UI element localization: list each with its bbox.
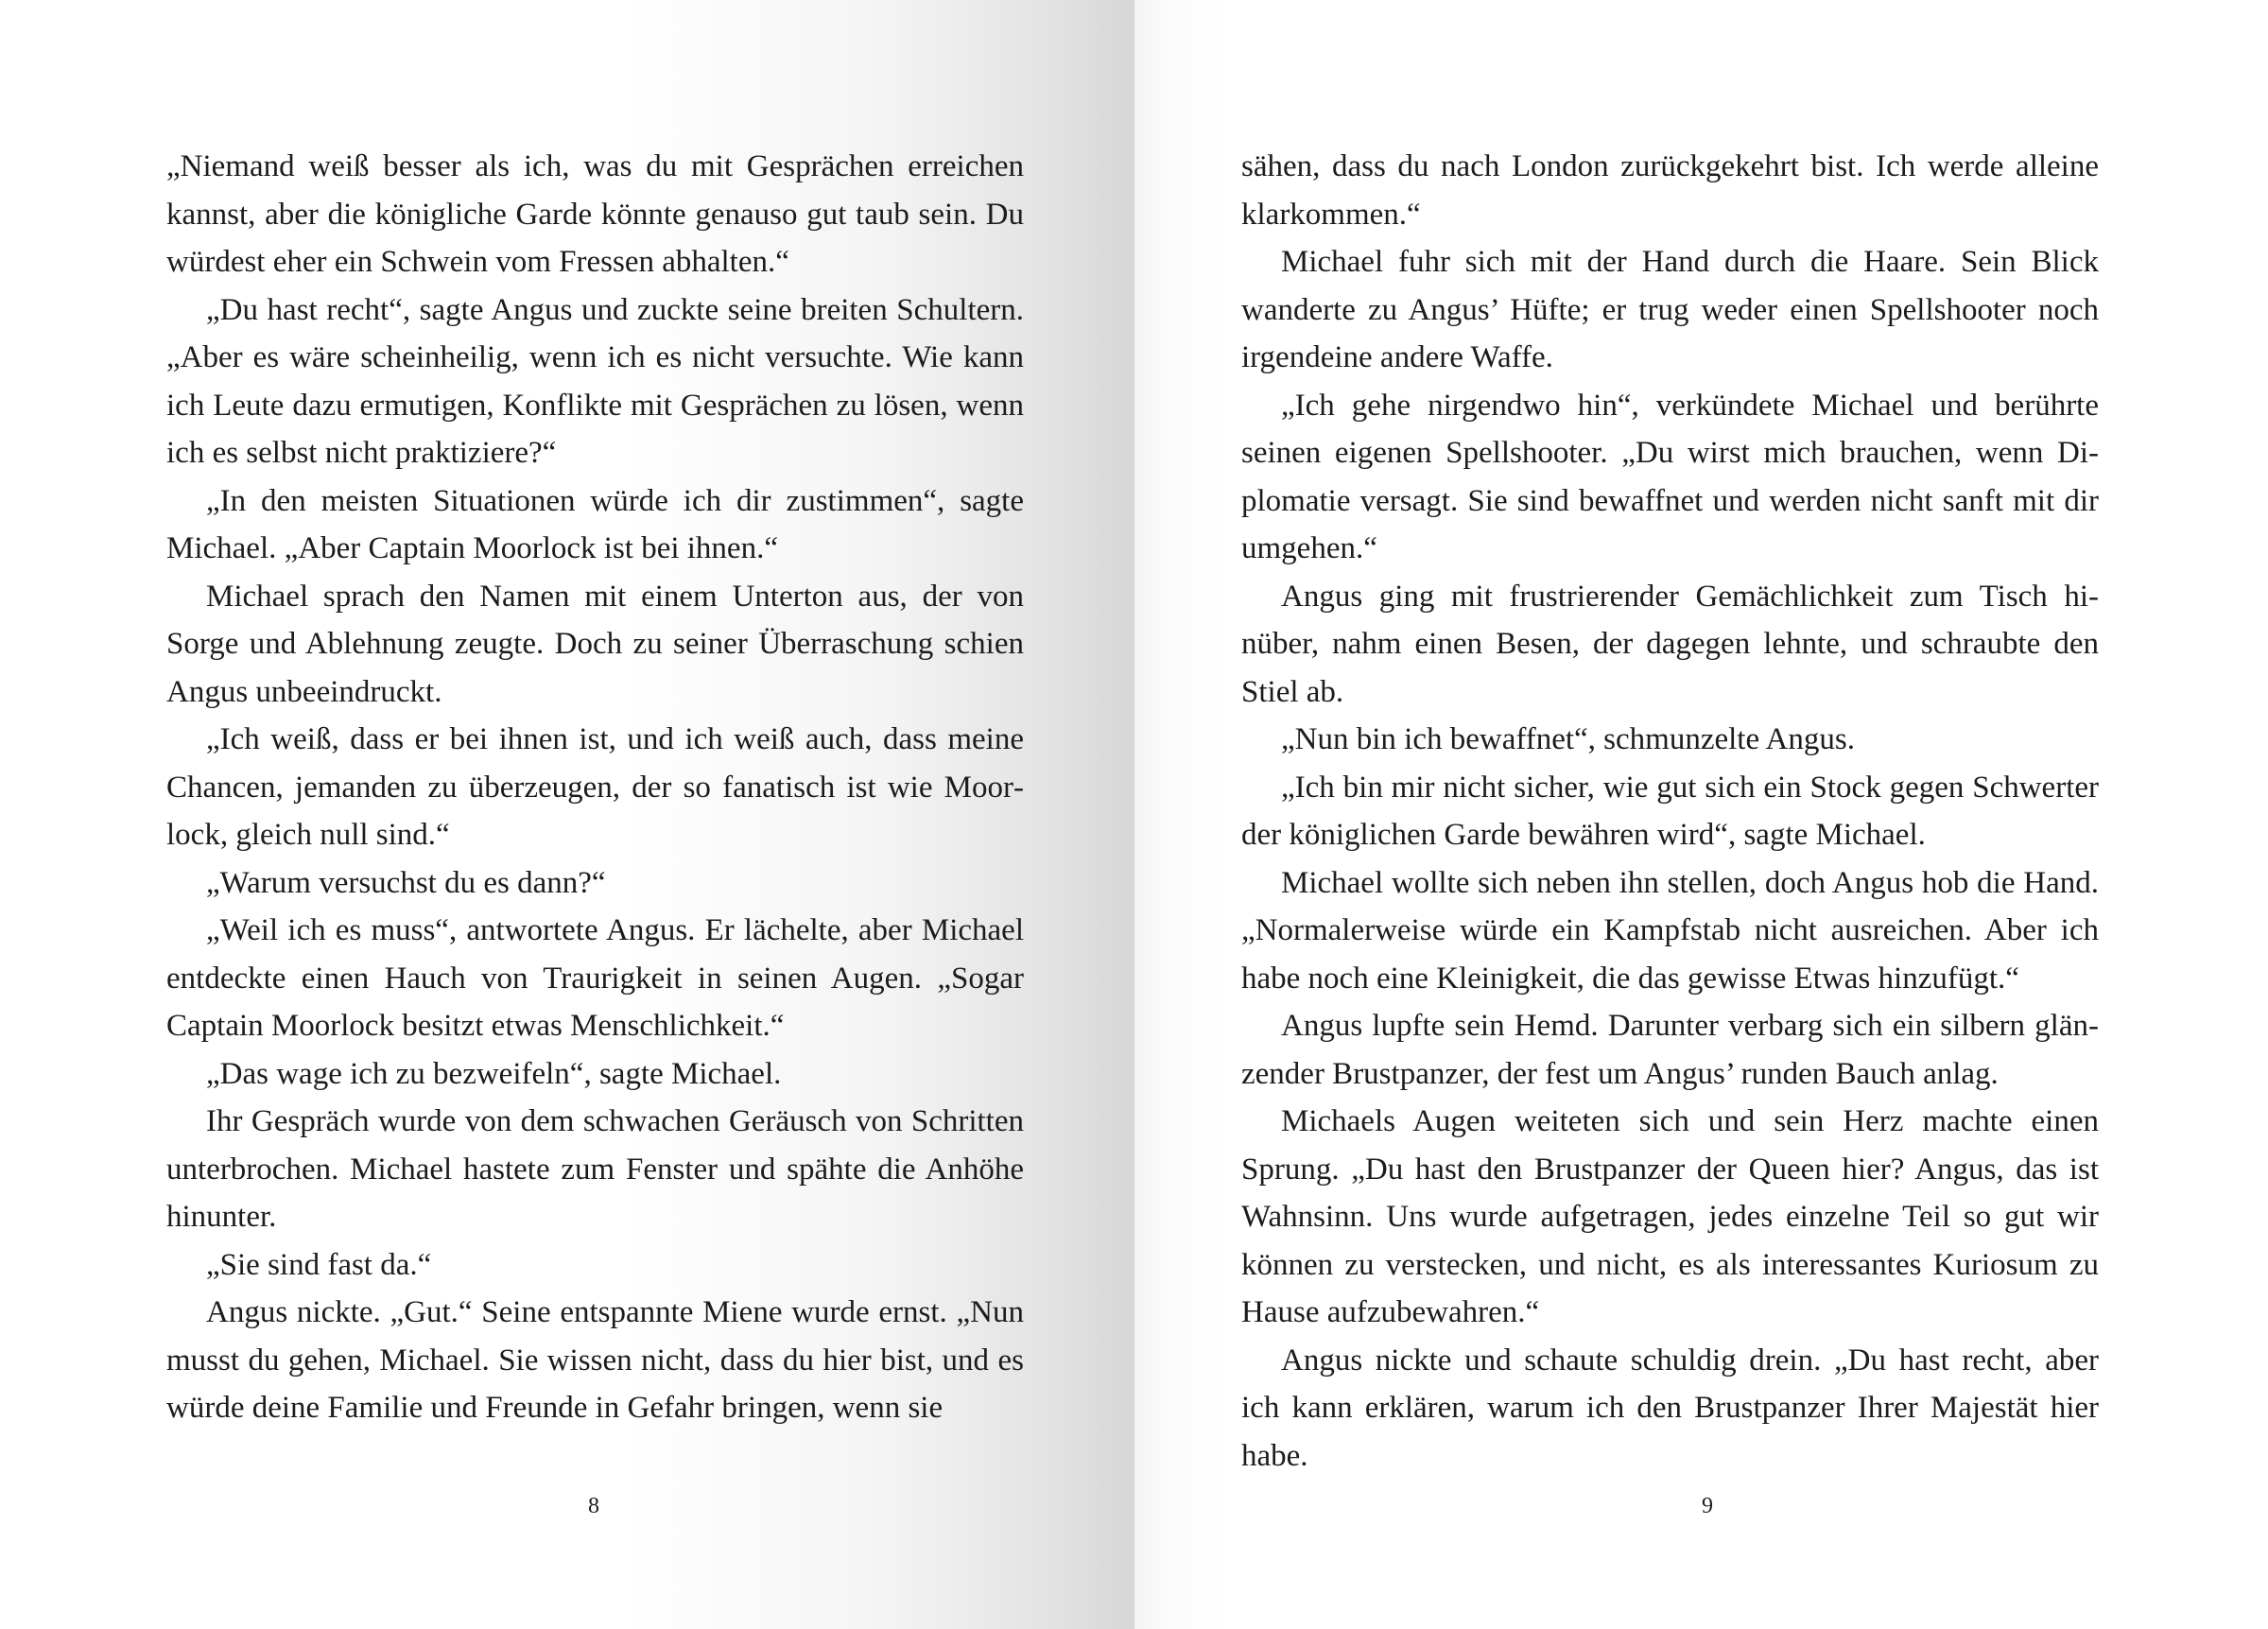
paragraph: Michael wollte sich neben ihn stellen, doch Angus hob die Hand. „Normalerweise würde ein Kampfstab nicht ausreichen. Aber ich habe noch eine Kleinigkeit, die das gewisse Etwas hinzufügt.“ bbox=[1241, 865, 2099, 996]
paragraph: Angus lupfte sein Hemd. Darunter verbarg sich ein silbern glänzender Brustpanzer, der fest um Angus’ runden Bauch anlag. bbox=[1241, 1009, 2099, 1091]
right-page bbox=[1134, 0, 2268, 1629]
left-page-text bbox=[166, 143, 1024, 1432]
paragraph: Ihr Gespräch wurde von dem schwachen Geräusch von Schritten unterbrochen. Michael hastete zum Fenster und spähte die Anhöhe hinunter. bbox=[166, 1104, 1024, 1234]
page-number-left: 8 bbox=[588, 1494, 599, 1518]
paragraph: „Nun bin ich bewaffnet“, schmunzelte Angus. bbox=[1281, 722, 1855, 756]
paragraph: Michael fuhr sich mit der Hand durch die Haare. Sein Blick wanderte zu Angus’ Hüfte; er trug weder einen Spellshooter noch irgendeine andere Waffe. bbox=[1241, 245, 2099, 374]
paragraph: Angus nickte. „Gut.“ Seine entspannte Miene wurde ernst. „Nun musst du gehen, Michael. Sie wissen nicht, dass du hier bist, und es würde deine Familie und Freunde in Gefahr bringen, wenn sie bbox=[166, 1295, 1024, 1425]
paragraph: sähen, dass du nach London zurückgekehrt bist. Ich werde alleine klarkommen.“ bbox=[1241, 149, 2099, 232]
paragraph: „In den meisten Situationen würde ich dir zustimmen“, sagte Michael. „Aber Captain Moorlock ist bei ihnen.“ bbox=[166, 483, 1024, 565]
paragraph: „Du hast recht“, sagte Angus und zuckte seine breiten Schultern. „Aber es wäre scheinheilig, wenn ich es nicht versuchte. Wie kann ich Leute dazu ermutigen, Konflikte mit Gesprächen zu lösen, wenn ich es selbst nicht praktiziere?“ bbox=[166, 292, 1024, 470]
paragraph: „Sie sind fast da.“ bbox=[206, 1247, 432, 1282]
right-page-text bbox=[1241, 143, 2099, 1480]
paragraph: „Niemand weiß besser als ich, was du mit Gesprächen erreichen kannst, aber die königliche Garde könnte genauso gut taub sein. Du würdest eher ein Schwein vom Fressen abhalten.“ bbox=[166, 149, 1024, 279]
paragraph: „Das wage ich zu bezweifeln“, sagte Michael. bbox=[206, 1056, 782, 1091]
paragraph: „Ich weiß, dass er bei ihnen ist, und ich weiß auch, dass meine Chancen, jemanden zu überzeugen, der so fanatisch ist wie Moorlock, gleich null sind.“ bbox=[166, 722, 1024, 852]
page-number-right: 9 bbox=[1702, 1494, 1713, 1518]
paragraph: „Weil ich es muss“, antwortete Angus. Er lächelte, aber Michael entdeckte einen Hauch von Traurigkeit in seinen Augen. „Sogar Captain Moorlock besitzt etwas Menschlichkeit.“ bbox=[166, 913, 1024, 1043]
paragraph: Angus nickte und schaute schuldig drein. „Du hast recht, aber ich kann erklären, warum ich den Brustpanzer Ihrer Majestät hier habe. bbox=[1241, 1343, 2099, 1473]
paragraph: „Ich gehe nirgendwo hin“, verkündete Michael und berührte seinen eigenen Spellshooter. „Du wirst mich brauchen, wenn Diplomatie versagt. Sie sind bewaffnet und werden nicht sanft mit dir umgehen.“ bbox=[1241, 388, 2099, 565]
paragraph: Michaels Augen weiteten sich und sein Herz machte einen Sprung. „Du hast den Brustpanzer der Queen hier? Angus, das ist Wahnsinn. Uns wurde aufgetragen, jedes einzelne Teil so gut wir können zu verstecken, und nicht, es als interessantes Kuriosum zu Hause aufzubewahren.“ bbox=[1241, 1104, 2099, 1329]
paragraph: Angus ging mit frustrierender Gemächlichkeit zum Tisch hinüber, nahm einen Besen, der dagegen lehnte, und schraubte den Stiel ab. bbox=[1241, 579, 2099, 709]
paragraph: „Ich bin mir nicht sicher, wie gut sich ein Stock gegen Schwerter der königlichen Garde bewähren wird“, sagte Michael. bbox=[1241, 770, 2099, 852]
paragraph: „Warum versuchst du es dann?“ bbox=[206, 865, 606, 900]
paragraph: Michael sprach den Namen mit einem Unterton aus, der von Sorge und Ablehnung zeugte. Doch zu seiner Überraschung schien Angus unbeeindruckt. bbox=[166, 579, 1024, 709]
